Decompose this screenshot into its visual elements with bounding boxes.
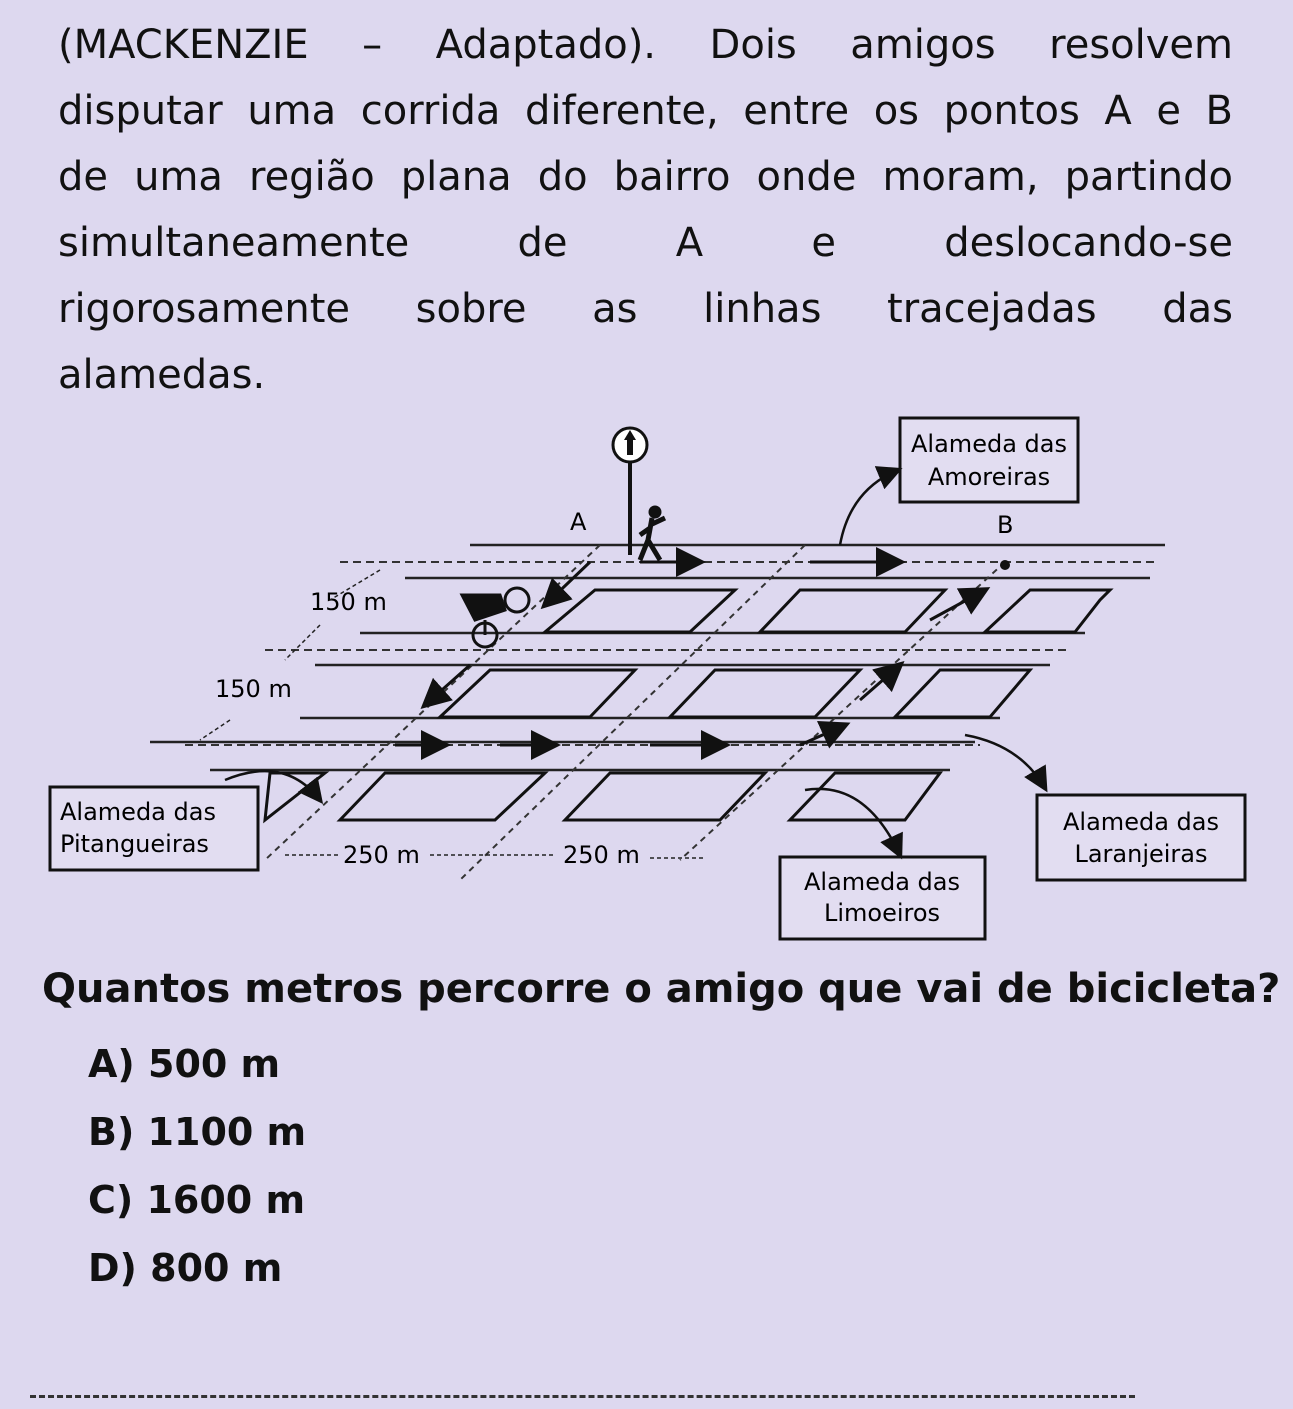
city-blocks: [265, 590, 1110, 820]
label-box-amoreiras: [900, 418, 1078, 502]
statement-line: rigorosamente sobre as linhas tracejadas das: [58, 286, 1233, 332]
statement-line: alamedas.: [58, 352, 266, 398]
option-b[interactable]: B) 1100 m: [88, 1110, 307, 1154]
label-amoreiras-line2: Amoreiras: [927, 463, 1051, 491]
label-limoeiros-line2: Limoeiros: [823, 899, 941, 927]
distance-label: 250 m: [563, 841, 640, 869]
label-pitangueiras-line2: Pitangueiras: [60, 830, 209, 858]
walker-icon: [640, 506, 665, 560]
statement-line: de uma região plana do bairro onde moram, partindo: [58, 154, 1233, 200]
cyclist-icon: [462, 588, 529, 647]
option-a[interactable]: A) 500 m: [88, 1042, 281, 1086]
distance-label: 150 m: [215, 675, 292, 703]
street-lines: [150, 545, 1165, 770]
label-box-pitangueiras: [50, 787, 258, 870]
street-grid-diagram: [0, 400, 1293, 960]
dimension-arrows: [200, 570, 705, 858]
statement-line: simultaneamente de A e deslocando-se: [58, 220, 1233, 266]
answer-options: [88, 1030, 306, 1302]
option-d[interactable]: D) 800 m: [88, 1246, 283, 1290]
label-box-laranjeiras: [1037, 795, 1245, 880]
point-a-label: A: [570, 508, 587, 536]
point-b-label: B: [997, 511, 1014, 539]
label-box-limoeiros: [780, 857, 985, 939]
label-pitangueiras-line1: Alameda das: [60, 798, 216, 826]
question-text: Quantos metros percorre o amigo que vai de bicicleta?: [42, 966, 1281, 1012]
option-c[interactable]: C) 1600 m: [88, 1178, 306, 1222]
distance-label: 150 m: [310, 588, 387, 616]
statement-line: (MACKENZIE – Adaptado). Dois amigos resolvem: [58, 22, 1233, 68]
label-laranjeiras-line1: Alameda das: [1063, 808, 1219, 836]
point-b-marker: [1000, 560, 1010, 570]
label-amoreiras-line1: Alameda das: [911, 430, 1067, 458]
problem-statement: [58, 12, 1233, 408]
page-divider: [30, 1395, 1135, 1398]
label-laranjeiras-line2: Laranjeiras: [1074, 840, 1208, 868]
statement-line: disputar uma corrida diferente, entre os pontos A e B: [58, 88, 1233, 134]
label-limoeiros-line1: Alameda das: [804, 868, 960, 896]
distance-label: 250 m: [343, 841, 420, 869]
